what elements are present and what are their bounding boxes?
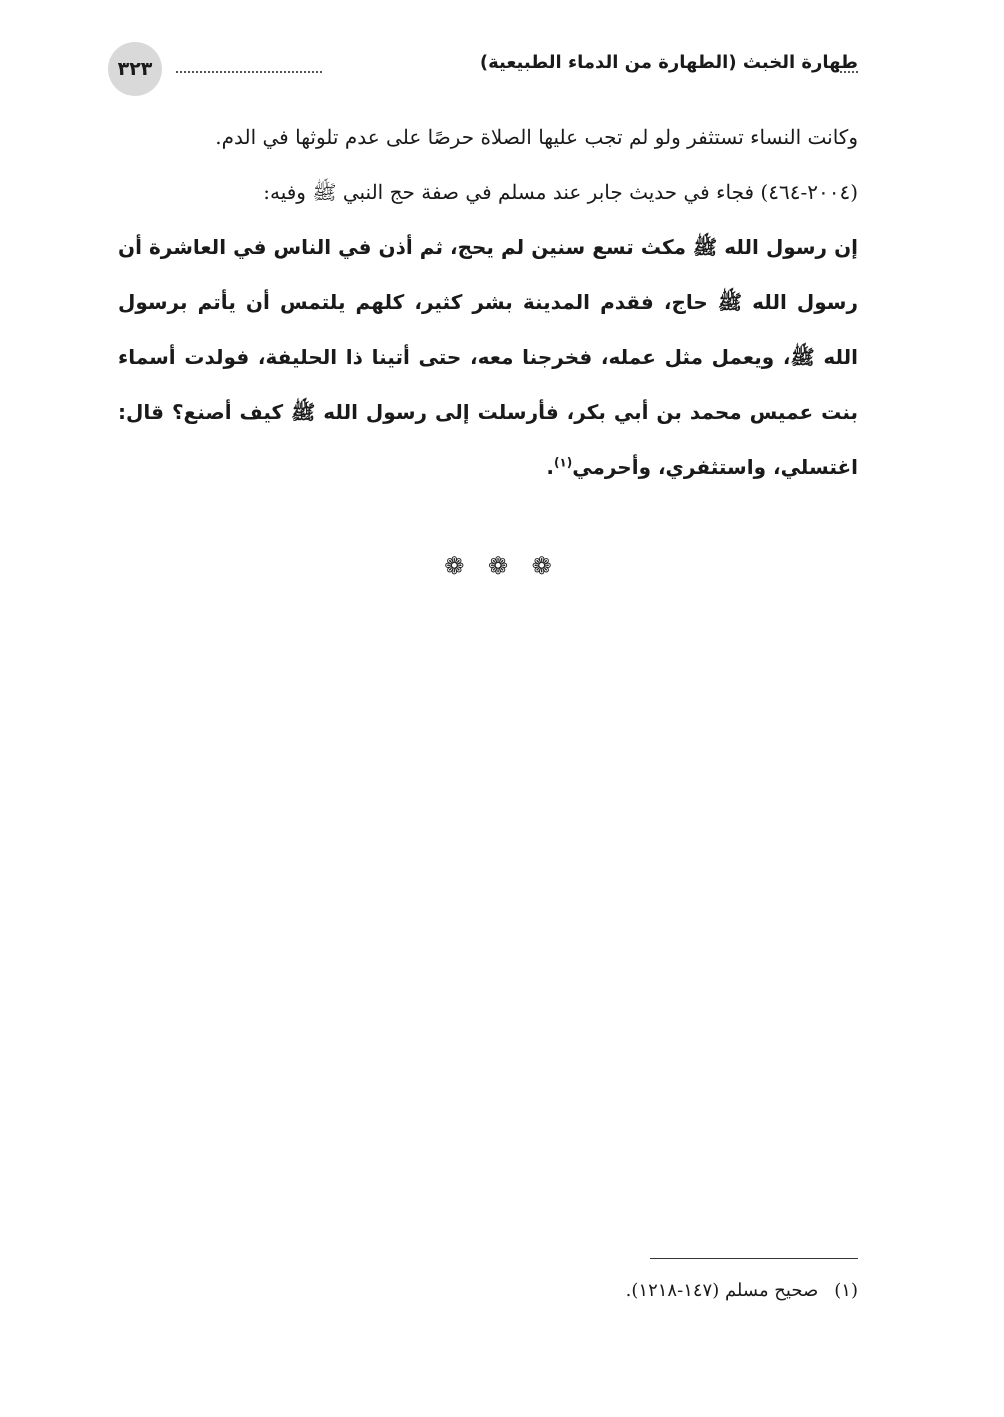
- section-separator-ornament: ❁ ❁ ❁: [444, 552, 560, 580]
- footnote: [626, 1280, 858, 1301]
- page-header: [108, 42, 858, 98]
- header-leader-dots-right: [840, 71, 858, 73]
- hadith-quote: [118, 220, 858, 495]
- header-leader-dots-left: [176, 71, 322, 73]
- paragraph-1: وكانت النساء تستثفر ولو لم تجب عليها الصلاة حرصًا على عدم تلوثها في الدم.: [215, 125, 858, 149]
- footnote-divider: [650, 1258, 858, 1259]
- footnote-number: (١): [834, 1280, 858, 1301]
- paragraph-2: (٢٠٠٤-٤٦٤) فجاء في حديث جابر عند مسلم في صفة حج النبي ﷺ وفيه:: [263, 180, 858, 204]
- running-title: طهارة الخبث (الطهارة من الدماء الطبيعية): [479, 52, 858, 73]
- footnote-reference[interactable]: (١): [553, 455, 573, 470]
- hadith-text: إن رسول الله ﷺ مكث تسع سنين لم يحج، ثم أذن في الناس في العاشرة أن رسول الله ﷺ حاج، فقدم المدينة بشر كثير، كلهم يلتمس أن يأتم برسول الله ﷺ، ويعمل مثل عمله، فخرجنا معه، حتى أتينا ذا الحليفة، فولدت أسماء بنت عميس محمد بن أبي بكر، فأرسلت إلى رسول الله ﷺ كيف أصنع؟ قال: اغتسلي، واستثفري، وأحرمي: [118, 235, 858, 479]
- page-number-badge: [108, 42, 162, 96]
- main-text: [118, 110, 858, 495]
- page-number: ٣٢٣: [117, 58, 153, 80]
- footnote-text: صحيح مسلم (١٤٧-١٢١٨).: [625, 1280, 819, 1301]
- hadith-end-punct: .: [546, 455, 554, 479]
